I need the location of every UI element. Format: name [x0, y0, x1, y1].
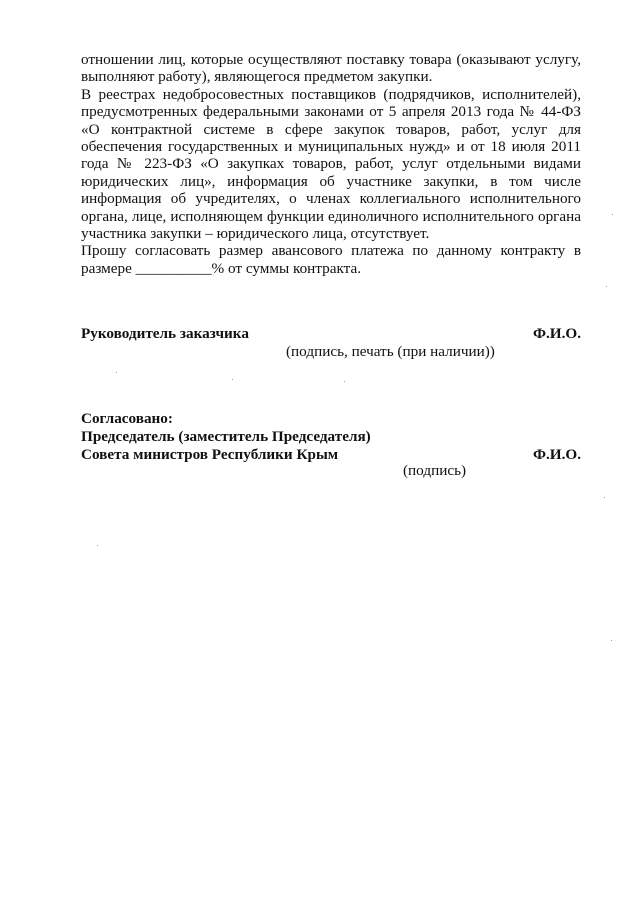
scan-speck	[604, 497, 605, 498]
scan-speck	[97, 545, 98, 546]
scan-speck	[116, 372, 117, 373]
scan-speck	[232, 379, 233, 380]
paragraph-continuation: отношении лиц, которые осуществляют поставку товара (оказывают услугу, выполняют работу), являющегося предметом закупки.	[81, 51, 581, 86]
scan-speck	[611, 640, 612, 641]
scan-speck	[344, 381, 345, 382]
approval-position-line1: Председатель (заместитель Председателя)	[81, 428, 371, 445]
customer-signature-caption: (подпись, печать (при наличии))	[286, 343, 495, 360]
approval-name-placeholder: Ф.И.О.	[532, 446, 581, 463]
customer-role: Руководитель заказчика	[81, 325, 249, 342]
approval-heading: Согласовано:	[81, 410, 173, 427]
paragraph-advance-payment: Прошу согласовать размер авансового платежа по данному контракту в размере __________% от суммы контракта.	[81, 242, 581, 277]
document-body	[81, 51, 581, 277]
customer-name-placeholder: Ф.И.О.	[532, 325, 581, 342]
approval-position-line2: Совета министров Республики Крым	[81, 446, 339, 463]
scan-speck	[612, 214, 613, 215]
approval-signature-caption: (подпись)	[403, 462, 467, 479]
paragraph-registries: В реестрах недобросовестных поставщиков (подрядчиков, исполнителей), предусмотренных федеральными законами от 5 апреля 2013 года № 44-ФЗ «О контрактной системе в сфере закупок товаров, работ, услуг для обеспечения государственных и муниципальных нужд» и от 18 июля 2011 года № 223-ФЗ «О закупках товаров, работ, услуг отдельными видами юридических лиц», информация об участнике закупки, в том числе информация об учредителях, о членах коллегиального исполнительного органа, лице, исполняющем функции единоличного исполнительного органа участника закупки – юридического лица, отсутствует.	[81, 85, 581, 243]
scan-speck	[606, 286, 607, 287]
